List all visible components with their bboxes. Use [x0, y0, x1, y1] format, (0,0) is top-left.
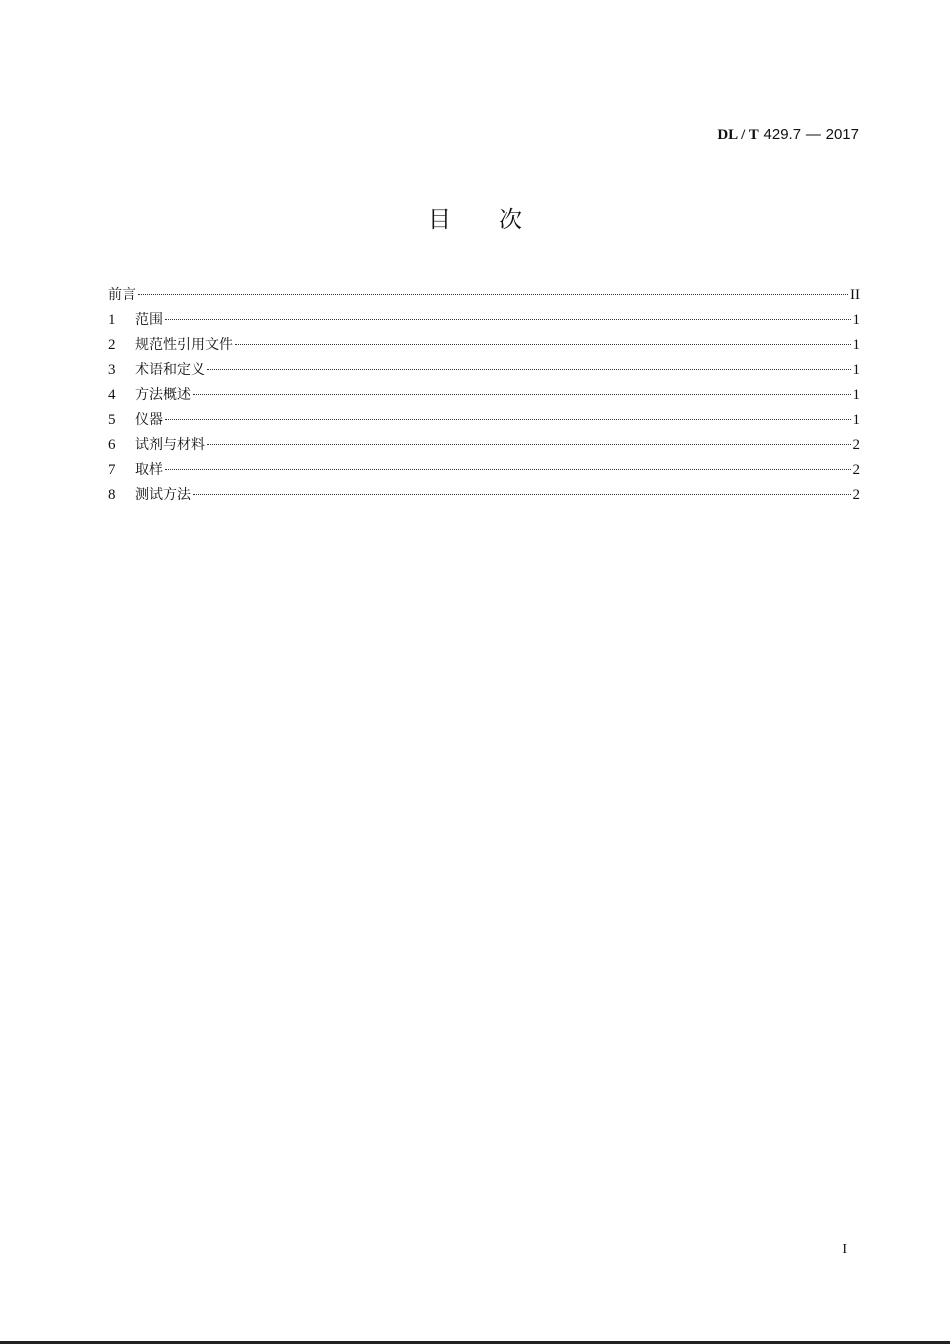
- toc-leader-dots: [165, 319, 851, 320]
- toc-entry-page: 1: [852, 387, 860, 403]
- toc-entry-page: II: [850, 287, 860, 303]
- toc-entry-page: 1: [852, 312, 860, 328]
- toc-entry-label: 仪器: [135, 412, 163, 428]
- toc-entry-terms-definitions[interactable]: [108, 359, 860, 384]
- toc-entry-number: 3: [108, 362, 116, 378]
- toc-entry-label: 术语和定义: [135, 362, 205, 378]
- toc-entry-normative-references[interactable]: [108, 334, 860, 359]
- toc-entry-reagents-materials[interactable]: [108, 434, 860, 459]
- toc-leader-dots: [207, 444, 851, 445]
- toc-title: [0, 203, 950, 237]
- standard-code-prefix: DL / T: [717, 127, 759, 143]
- toc-entry-label: 前言: [108, 287, 136, 303]
- toc-entry-label: 测试方法: [135, 487, 191, 503]
- toc-entry-page: 2: [852, 462, 860, 478]
- toc-entry-label: 规范性引用文件: [135, 337, 233, 353]
- toc-title-char-2: 次: [499, 207, 522, 233]
- toc-entry-number: 6: [108, 437, 116, 453]
- toc-entry-number: 7: [108, 462, 116, 478]
- toc-entry-label: 范围: [135, 312, 163, 328]
- toc-leader-dots: [235, 344, 851, 345]
- toc-entry-scope[interactable]: [108, 309, 860, 334]
- standard-code-separator: —: [805, 126, 821, 143]
- standard-code-number: 429.7: [763, 126, 802, 143]
- toc-entry-page: 2: [852, 437, 860, 453]
- table-of-contents: [108, 284, 860, 509]
- toc-title-char-1: 目: [428, 207, 451, 233]
- toc-entry-number: 2: [108, 337, 116, 353]
- standard-code-year: 2017: [825, 126, 859, 143]
- toc-entry-page: 1: [852, 337, 860, 353]
- toc-entry-foreword[interactable]: [108, 284, 860, 309]
- toc-leader-dots: [193, 494, 851, 495]
- toc-leader-dots: [193, 394, 851, 395]
- toc-entry-test-method[interactable]: [108, 484, 860, 509]
- standard-code-header: [717, 124, 859, 145]
- toc-entry-page: 1: [852, 412, 860, 428]
- toc-entry-page: 1: [852, 362, 860, 378]
- toc-entry-label: 试剂与材料: [135, 437, 205, 453]
- toc-entry-number: 8: [108, 487, 116, 503]
- toc-entry-method-overview[interactable]: [108, 384, 860, 409]
- toc-entry-page: 2: [852, 487, 860, 503]
- toc-leader-dots: [165, 419, 851, 420]
- toc-entry-number: 1: [108, 312, 116, 328]
- toc-entry-label: 取样: [135, 462, 163, 478]
- toc-entry-label: 方法概述: [135, 387, 191, 403]
- toc-leader-dots: [138, 294, 848, 295]
- toc-entry-number: 4: [108, 387, 116, 403]
- page-number: I: [842, 1242, 847, 1257]
- toc-entry-sampling[interactable]: [108, 459, 860, 484]
- toc-leader-dots: [207, 369, 851, 370]
- toc-leader-dots: [165, 469, 851, 470]
- toc-entry-number: 5: [108, 412, 116, 428]
- toc-entry-instruments[interactable]: [108, 409, 860, 434]
